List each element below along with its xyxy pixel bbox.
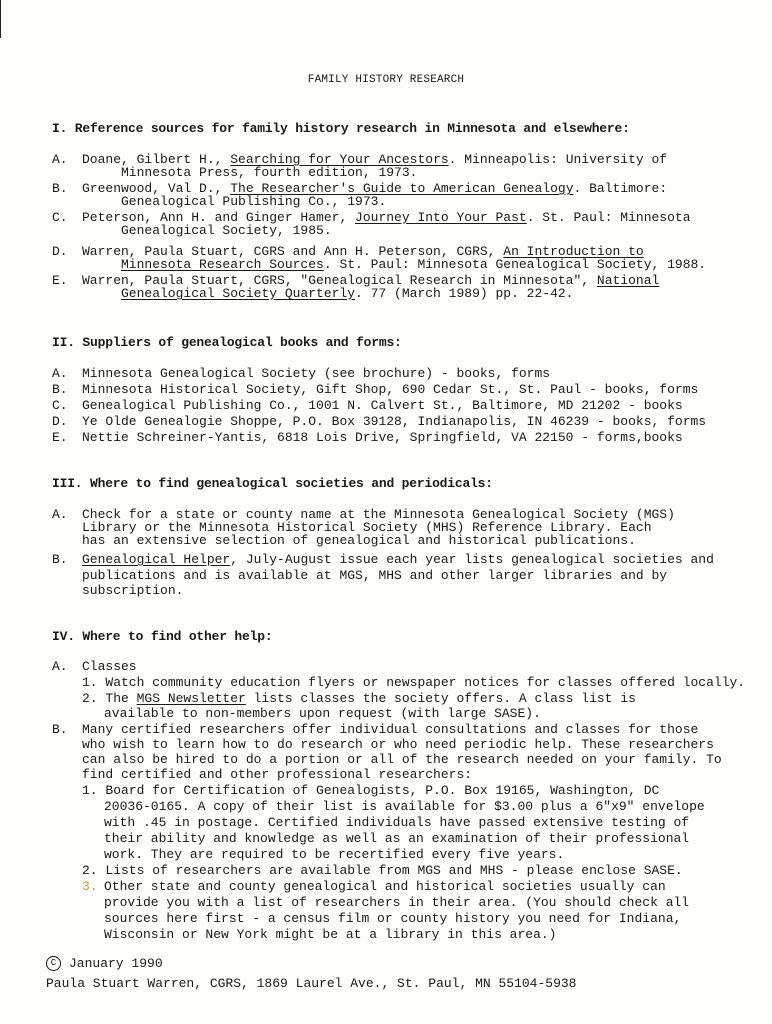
periodical-title: Genealogical Helper	[82, 552, 231, 567]
section-2-heading: II. Suppliers of genealogical books and forms:	[52, 335, 402, 350]
item-letter: A.	[52, 659, 68, 674]
paragraph-line: can also be hired to do a portion or all of the research needed on your family. To	[82, 752, 722, 767]
item-letter: C.	[52, 210, 68, 225]
section-4-heading: IV. Where to find other help:	[52, 629, 273, 644]
citation-line-2: Genealogical Society Quarterly. 77 (March 1989) pp. 22-42.	[121, 286, 574, 301]
paragraph-line: who wish to learn how to do research or who need periodic help. These researchers	[82, 737, 714, 752]
journal-title: National	[596, 273, 660, 288]
item-letter: B.	[52, 552, 68, 567]
supplier-line: Nettie Schreiner-Yantis, 6818 Lois Drive, Springfield, VA 22150 - forms,books	[82, 430, 683, 445]
paragraph-line: Genealogical Helper, July-August issue each year lists genealogical societies and	[82, 552, 714, 567]
newsletter-title: MGS Newsletter	[136, 691, 246, 706]
citation-line-2: Genealogical Publishing Co., 1973.	[121, 194, 387, 209]
item-letter: B.	[52, 181, 68, 196]
paragraph-line: subscription.	[82, 583, 184, 598]
journal-title: Genealogical Society Quarterly	[121, 286, 356, 301]
item-letter: B.	[52, 722, 68, 737]
supplier-line: Genealogical Publishing Co., 1001 N. Calvert St., Baltimore, MD 21202 - books	[82, 398, 683, 413]
page-title: FAMILY HISTORY RESEARCH	[307, 74, 465, 86]
citation-line-1: Warren, Paula Stuart, CGRS, "Genealogical Research in Minnesota", National	[82, 273, 660, 288]
numbered-line-continued: work. They are required to be recertified every five years.	[104, 847, 565, 862]
author-address: Paula Stuart Warren, CGRS, 1869 Laurel Ave., St. Paul, MN 55104-5938	[46, 976, 577, 991]
citation-line-2: Minnesota Research Sources. St. Paul: Minnesota Genealogical Society, 1988.	[121, 257, 707, 272]
citation-line-1: Peterson, Ann H. and Ginger Hamer, Journey Into Your Past. St. Paul: Minnesota	[82, 210, 691, 225]
numbered-line-continued: available to non-members upon request (with large SASE).	[104, 706, 541, 721]
copyright-line	[46, 956, 163, 971]
citation-line-2: Genealogical Society, 1985.	[121, 223, 332, 238]
paragraph-line: Library or the Minnesota Historical Society (MHS) Reference Library. Each	[82, 520, 652, 535]
book-title: An Introduction to	[503, 244, 644, 259]
numbered-line: 2. Lists of researchers are available from MGS and MHS - please enclose SASE.	[82, 863, 683, 878]
numbered-line: 2. The MGS Newsletter lists classes the society offers. A class list is	[82, 691, 636, 706]
paragraph-line: Many certified researchers offer individual consultations and classes for those	[82, 722, 699, 737]
item-letter: A.	[52, 507, 68, 522]
paragraph-line: find certified and other professional researchers:	[82, 767, 473, 782]
supplier-line: Ye Olde Genealogie Shoppe, P.O. Box 39128, Indianapolis, IN 46239 - books, forms	[82, 414, 707, 429]
copyright-date: January 1990	[69, 955, 163, 971]
item-letter: A.	[52, 366, 68, 381]
citation-line-1: Greenwood, Val D., The Researcher's Guide to American Genealogy. Baltimore:	[82, 181, 668, 196]
book-title: The Researcher's Guide to American Genealogy	[230, 181, 574, 196]
numbered-line-continued: sources here first - a census film or county history you need for Indiana,	[104, 911, 682, 926]
numbered-line-continued: their ability and knowledge as well as an examination of their professional	[104, 831, 690, 846]
numbered-line-continued: 20036-0165. A copy of their list is available for $3.00 plus a 6"x9" envelope	[104, 799, 705, 814]
handwritten-check-mark: 3.	[82, 879, 98, 894]
subheading-classes: Classes	[82, 659, 137, 674]
item-letter: E.	[52, 273, 68, 288]
section-1-heading: I. Reference sources for family history research in Minnesota and elsewhere:	[52, 121, 630, 136]
citation-line-1: Doane, Gilbert H., Searching for Your Ancestors. Minneapolis: University of	[82, 152, 668, 167]
numbered-line: Other state and county genealogical and historical societies usually can	[104, 879, 666, 894]
item-letter: A.	[52, 152, 68, 167]
book-title: Minnesota Research Sources	[121, 257, 324, 272]
numbered-marker	[82, 880, 98, 893]
copyright-icon: C	[46, 956, 61, 971]
paragraph-line: has an extensive selection of genealogical and historical publications.	[82, 533, 636, 548]
numbered-line-continued: with .45 in postage. Certified individuals have passed extensive testing of	[104, 815, 690, 830]
supplier-line: Minnesota Historical Society, Gift Shop, 690 Cedar St., St. Paul - books, forms	[82, 382, 699, 397]
item-letter: C.	[52, 398, 68, 413]
numbered-line-continued: Wisconsin or New York might be at a library in this area.)	[104, 927, 557, 942]
book-title: Journey Into Your Past	[355, 210, 527, 225]
paragraph-line: publications and is available at MGS, MHS and other larger libraries and by	[82, 568, 668, 583]
numbered-line: 1. Watch community education flyers or newspaper notices for classes offered locally.	[82, 675, 746, 690]
book-title: Searching for Your Ancestors	[230, 152, 449, 167]
scan-edge-mark	[0, 0, 1, 38]
supplier-line: Minnesota Genealogical Society (see brochure) - books, forms	[82, 366, 551, 381]
numbered-line-continued: provide you with a list of researchers in their area. (You should check all	[104, 895, 690, 910]
item-letter: B.	[52, 382, 68, 397]
citation-line-1: Warren, Paula Stuart, CGRS and Ann H. Peterson, CGRS, An Introduction to	[82, 244, 644, 259]
paragraph-line: Check for a state or county name at the Minnesota Genealogical Society (MGS)	[82, 507, 675, 522]
item-letter: E.	[52, 430, 68, 445]
item-letter: D.	[52, 244, 68, 259]
section-3-heading: III. Where to find genealogical societies and periodicals:	[52, 476, 493, 491]
numbered-line: 1. Board for Certification of Genealogists, P.O. Box 19165, Washington, DC	[82, 783, 660, 798]
item-letter: D.	[52, 414, 68, 429]
citation-line-2: Minnesota Press, fourth edition, 1973.	[121, 165, 418, 180]
